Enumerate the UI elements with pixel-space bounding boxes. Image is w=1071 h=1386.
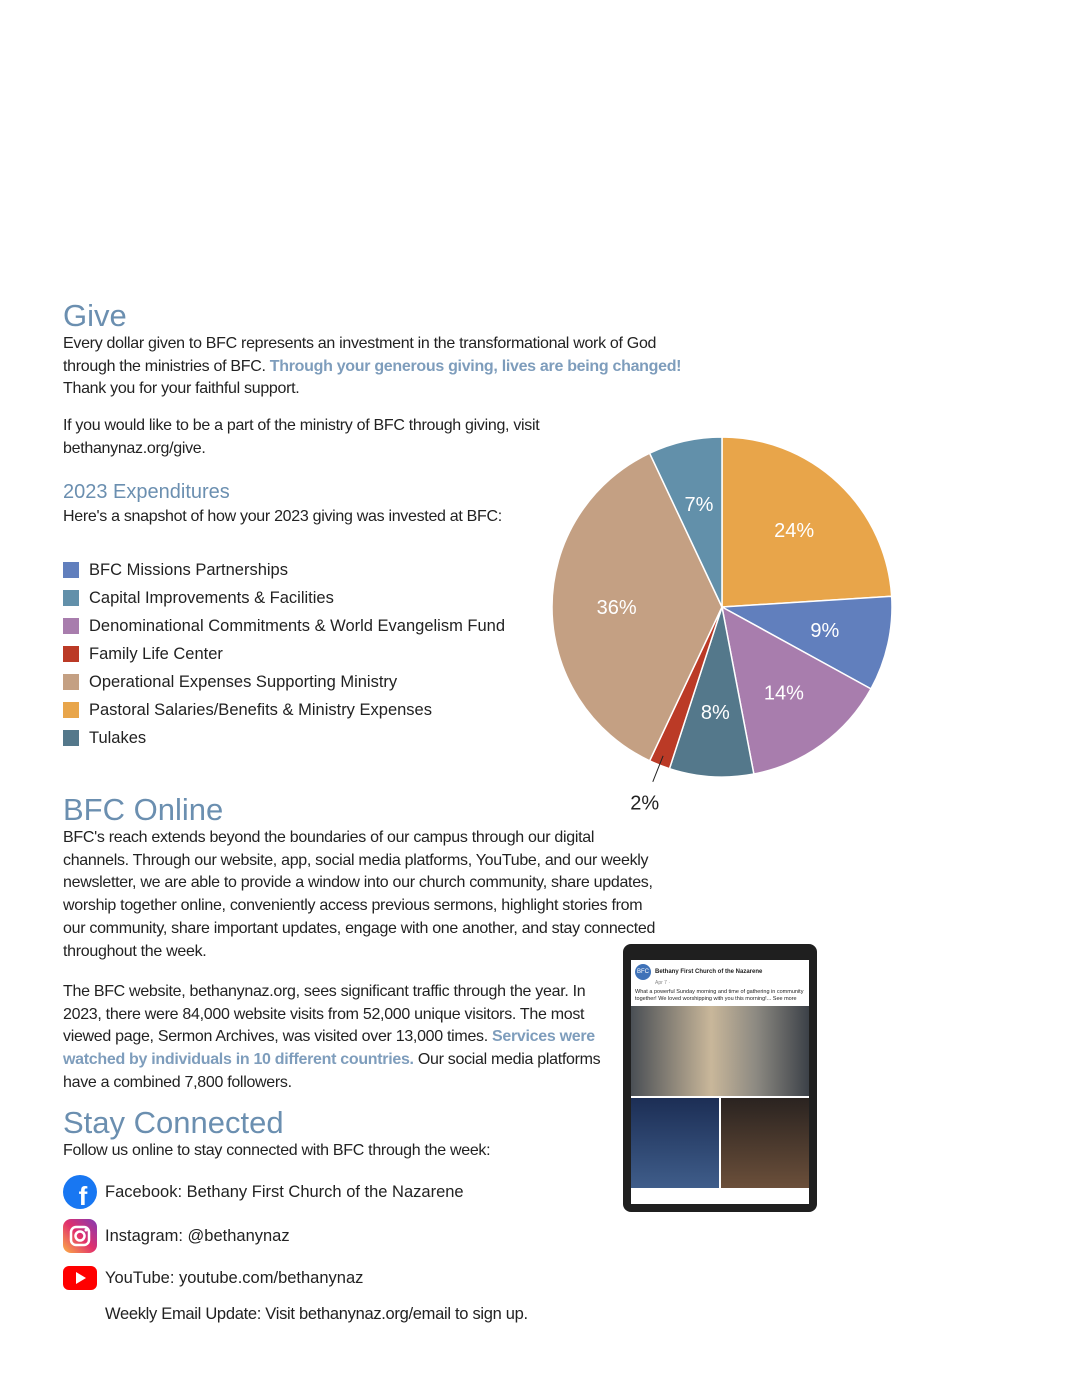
legend-swatch (63, 618, 79, 634)
legend-label: Operational Expenses Supporting Ministry (89, 672, 398, 691)
photo-crowd (721, 1098, 809, 1188)
online-paragraph: BFC's reach extends beyond the boundaries of our campus through our digital channels. Through our website, app, social media platforms, YouTube, and our weekly newsletter, we are able to provide a window into our church community, share updates, worship together online, conveniently access previous sermons, highlight stories from our community, share important updates, engage with one another, and stay connected throughout the week. (63, 829, 656, 960)
slice-label: 7% (684, 494, 714, 517)
slice-label: 36% (596, 597, 637, 619)
connected-intro: Follow us online to stay connected with BFC through the week: (63, 1142, 491, 1159)
legend-item (63, 612, 505, 640)
youtube-label: YouTube: youtube.com/bethanynaz (105, 1268, 364, 1287)
slice-label: 24% (774, 520, 815, 543)
slice-label: 2% (630, 792, 660, 815)
svg-text:f: f (78, 1181, 88, 1209)
instagram-icon (63, 1219, 97, 1253)
website-paragraph (63, 981, 619, 1095)
legend-item (63, 724, 505, 752)
give-highlight: Through your generous giving, lives are being changed! (269, 357, 682, 375)
pie-chart (540, 425, 910, 815)
legend-label: Capital Improvements & Facilities (89, 588, 334, 607)
slice-label: 8% (700, 702, 730, 725)
give-paragraph (63, 333, 683, 401)
legend-item (63, 640, 505, 668)
legend-swatch (63, 702, 79, 718)
legend-label: Pastoral Salaries/Benefits & Ministry Expenses (89, 700, 432, 719)
tablet-post-text: What a powerful Sunday morning and time of gathering in community together! We loved worshipping with you this morning!... See more (635, 989, 804, 1002)
legend-label: Denominational Commitments & World Evangelism Fund (89, 616, 506, 635)
legend-swatch (63, 674, 79, 690)
online-title: BFC Online (63, 792, 224, 827)
website-text: The BFC website, bethanynaz.org, sees significant traffic through the year. In 2023, there were 84,000 website visits from 52,000 unique visitors. The most viewed page, Sermon Archives, was visited over 13,000 times. (63, 983, 586, 1046)
website-text-end: Our social media platforms have a combined 7,800 followers. (63, 1051, 601, 1091)
legend-swatch (63, 730, 79, 746)
tablet-date: Apr 7 · (655, 980, 671, 986)
give-text-end: Thank you for your faithful support. (63, 380, 300, 398)
photo-people (631, 1006, 809, 1096)
instagram-label: Instagram: @bethanynaz (105, 1226, 290, 1245)
legend-swatch (63, 562, 79, 578)
legend-swatch (63, 646, 79, 662)
legend-swatch (63, 590, 79, 606)
legend-item (63, 584, 505, 612)
slice-label: 9% (810, 619, 840, 642)
legend-label: Family Life Center (89, 644, 223, 663)
expenditures-intro: Here's a snapshot of how your 2023 giving was invested at BFC: (63, 508, 502, 525)
legend-item (63, 556, 505, 584)
email-update: Weekly Email Update: Visit bethanynaz.org/email to sign up. (105, 1305, 528, 1323)
legend-label: Tulakes (89, 728, 147, 747)
give-title: Give (63, 298, 127, 333)
facebook-link[interactable] (63, 1175, 464, 1209)
slice-label: 14% (763, 682, 804, 705)
legend-item (63, 668, 505, 696)
connected-title: Stay Connected (63, 1105, 284, 1140)
tablet-page-name: Bethany First Church of the Nazarene (655, 969, 763, 975)
give-link-paragraph: If you would like to be a part of the ministry of BFC through giving, visit bethanynaz.org/give. (63, 417, 540, 457)
chart-legend (63, 556, 505, 752)
youtube-icon (63, 1261, 97, 1295)
expenditures-title: 2023 Expenditures (63, 481, 230, 503)
give-text: Every dollar given to BFC represents an investment in the transformational work of God through the ministries of BFC. (63, 335, 657, 375)
legend-label: BFC Missions Partnerships (89, 560, 288, 579)
facebook-label: Facebook: Bethany First Church of the Nazarene (105, 1182, 464, 1201)
bfc-logo-icon: BFC (635, 964, 651, 980)
photo-stage (631, 1098, 719, 1188)
facebook-icon (63, 1175, 97, 1209)
tablet-image (623, 944, 817, 1212)
instagram-link[interactable] (63, 1219, 290, 1253)
legend-item (63, 696, 505, 724)
youtube-link[interactable] (63, 1261, 363, 1295)
website-highlight: Services were watched by individuals in 10 different countries. (63, 1028, 595, 1069)
